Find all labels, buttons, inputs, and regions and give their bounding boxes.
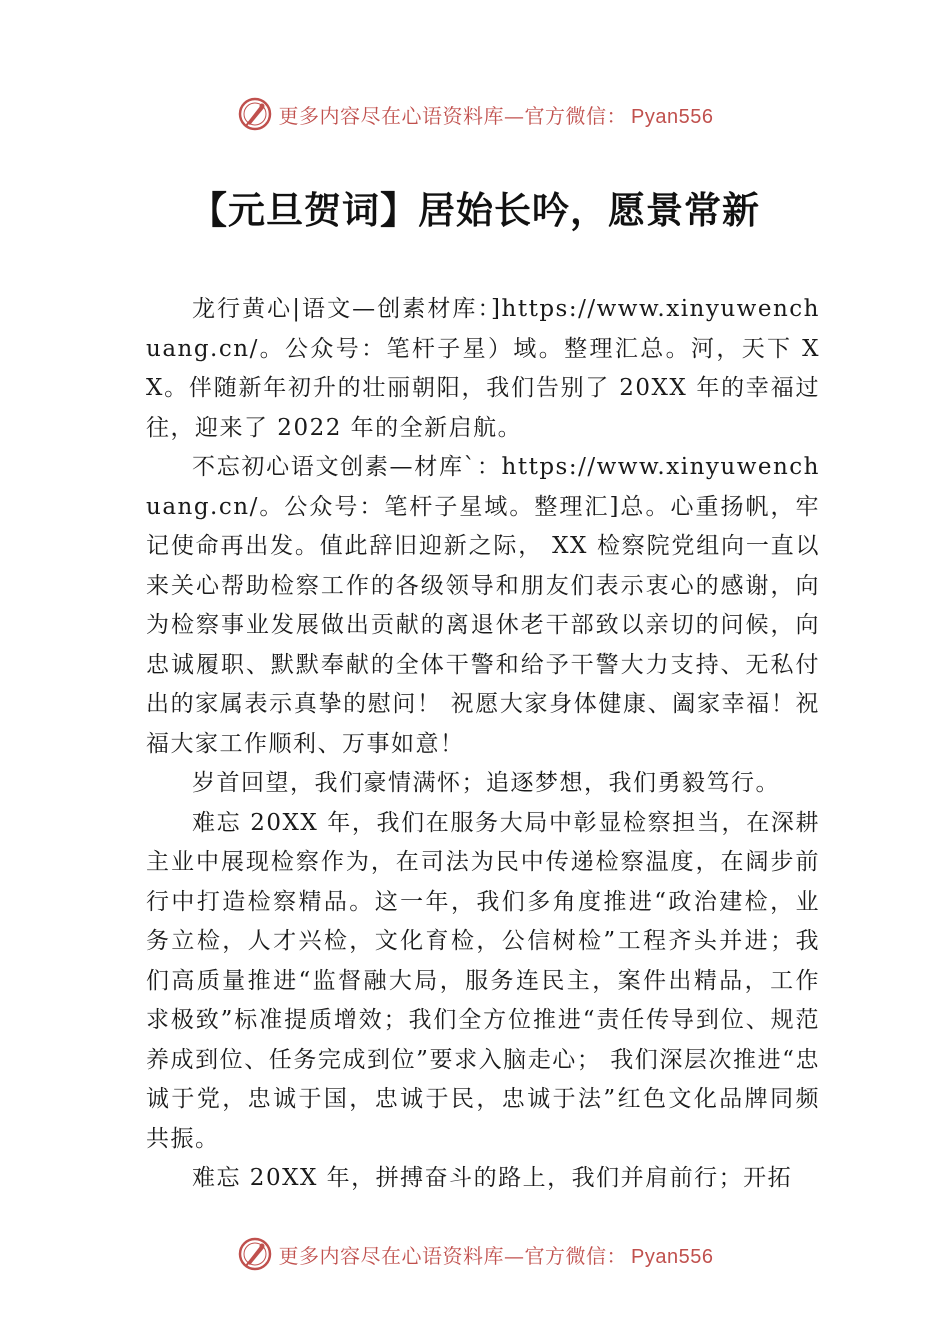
banner-text [279,1240,714,1269]
paragraph: 不忘初心语文创素—材库`：https://www.xinyuwenchuang.cn/。公众号：笔杆子星域。整理汇]总。心重扬帆，牢记使命再出发。值此辞旧迎新之际， XX 检察院党组向一直以来关心帮助检察工作的各级领导和朋友们表示衷心的感谢，向为检察事业发展做出贡献的离退休老干部致以亲切的问候，向忠诚履职、默默奉献的全体干警和给予干警大力支持、无私付出的家属表示真挚的慰问！ 祝愿大家身体健康、阖家幸福！祝福大家工作顺利、万事如意！ [146,454,820,757]
paragraph: 难忘 20XX 年，拼搏奋斗的路上，我们并肩前行；开拓 [192,1165,793,1191]
banner-text [279,100,714,129]
quill-pen-circle-icon [237,1236,273,1272]
paragraph: 岁首回望，我们豪情满怀；追逐梦想，我们勇毅笃行。 [192,770,780,796]
banner-handle: Pyan556 [631,105,714,128]
header-banner [0,92,950,136]
paragraph: 龙行黄心|语文—创素材库：]https://www.xinyuwenchuang.cn/。公众号：笔杆子星）域。整理汇总。河，天下 XX。伴随新年初升的壮丽朝阳，我们告别了 20XX 年的幸福过往，迎来了 2022 年的全新启航。 [146,296,820,441]
paragraph: 难忘 20XX 年，我们在服务大局中彰显检察担当，在深耕主业中展现检察作为，在司法为民中传递检察温度，在阔步前行中打造检察精品。这一年，我们多角度推进“政治建检，业务立检，人才兴检，文化育检，公信树检”工程齐头并进；我们高质量推进“监督融大局，服务连民主，案件出精品，工作求极致”标准提质增效；我们全方位推进“责任传导到位、规范养成到位、任务完成到位”要求入脑走心； 我们深层次推进“忠诚于党，忠诚于国，忠诚于民，忠诚于法”红色文化品牌同频共振。 [146,809,820,1152]
banner-handle: Pyan556 [631,1245,714,1268]
document-body [146,290,820,1199]
quill-pen-circle-icon [237,96,273,132]
banner-label: 更多内容尽在心语资料库—官方微信： [278,1243,628,1268]
footer-banner [0,1232,950,1276]
document-title: 【元旦贺词】居始长吟，愿景常新 [190,188,760,232]
banner-label: 更多内容尽在心语资料库—官方微信： [278,103,628,128]
